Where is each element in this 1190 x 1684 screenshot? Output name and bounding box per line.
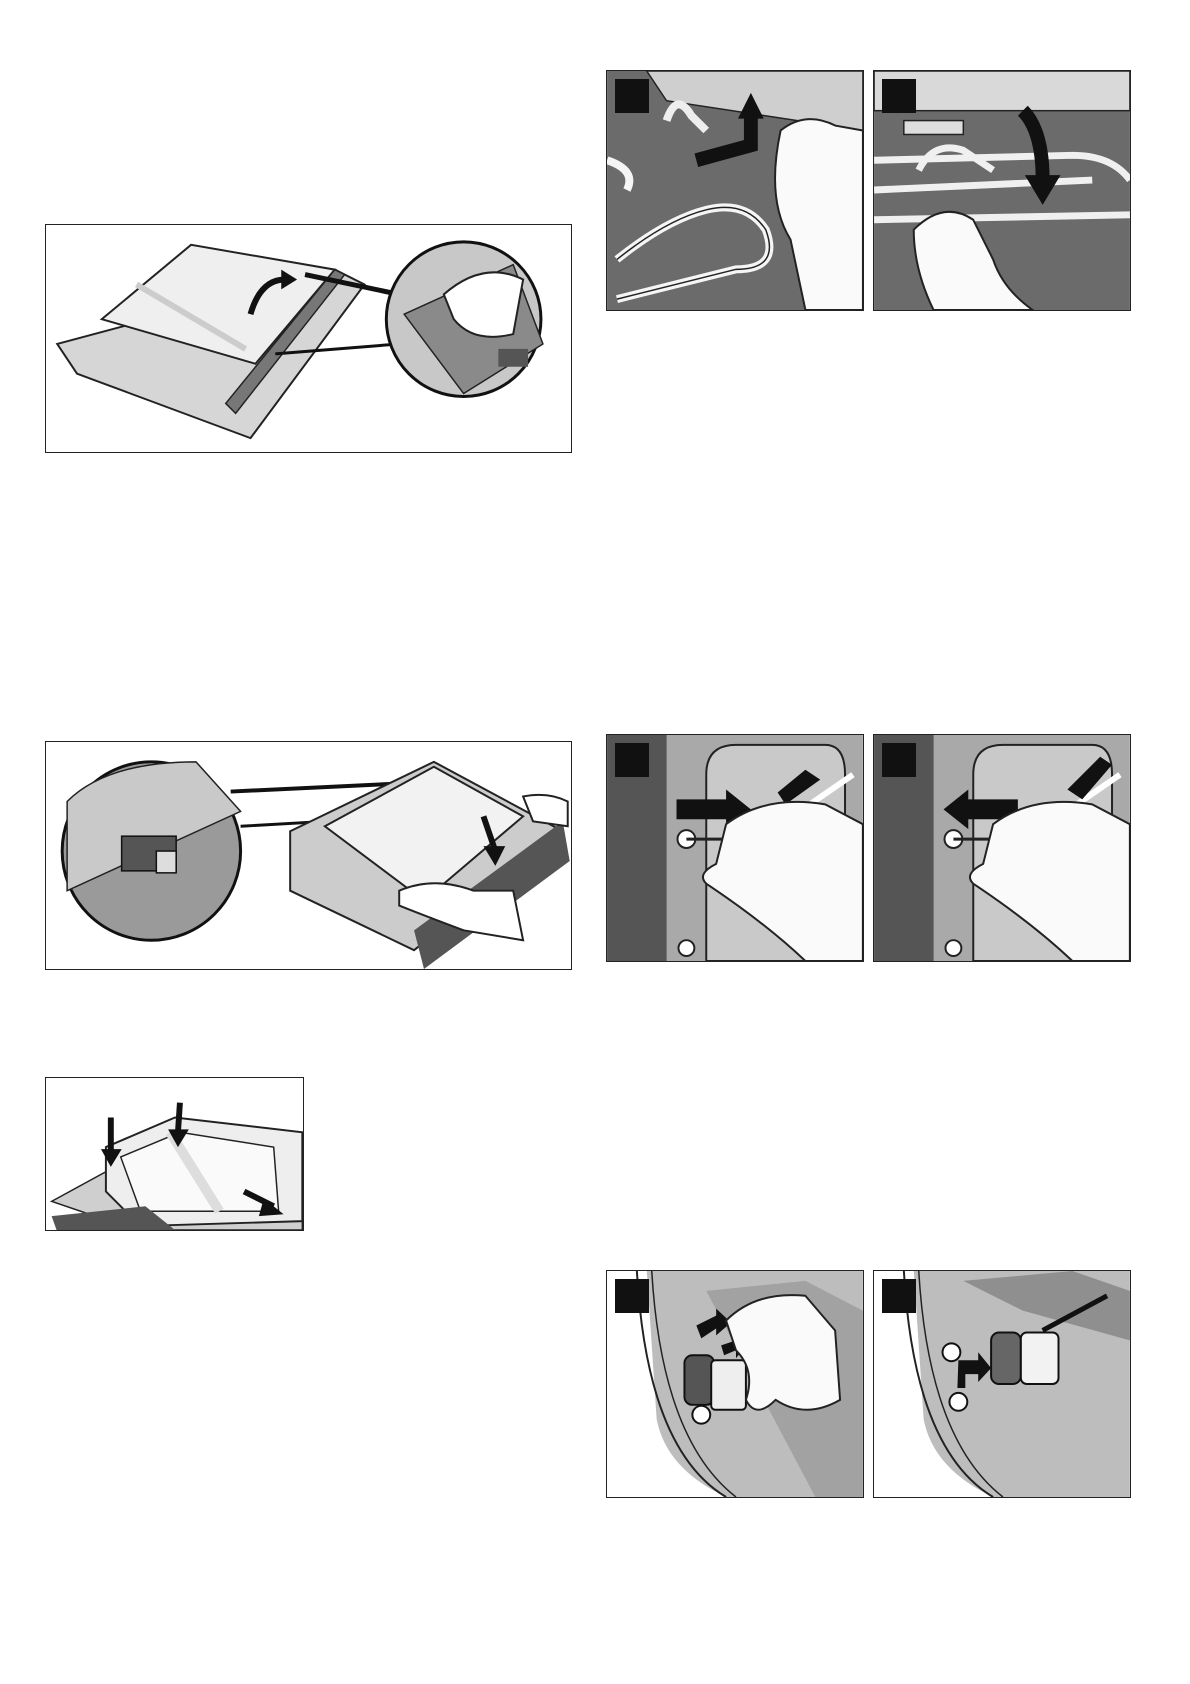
fig-door-glass-lift (45, 224, 572, 453)
door-glass-lift-illustration (46, 225, 571, 452)
step-badge (615, 1279, 649, 1313)
step-badge (882, 79, 916, 113)
fig-door-glass-slide (45, 1077, 304, 1231)
step-badge (882, 743, 916, 777)
door-glass-slide-illustration (46, 1078, 303, 1230)
fig-clip-2 (873, 1270, 1131, 1498)
fig-clip-1 (606, 1270, 864, 1498)
fig-rack-remove-1 (606, 70, 864, 311)
step-badge (882, 1279, 916, 1313)
door-glass-insert-illustration (46, 742, 571, 969)
fig-pin-remove-2 (873, 734, 1131, 962)
fig-pin-remove-1 (606, 734, 864, 962)
fig-door-glass-insert (45, 741, 572, 970)
step-badge (615, 79, 649, 113)
step-badge (615, 743, 649, 777)
fig-rack-remove-2 (873, 70, 1131, 311)
